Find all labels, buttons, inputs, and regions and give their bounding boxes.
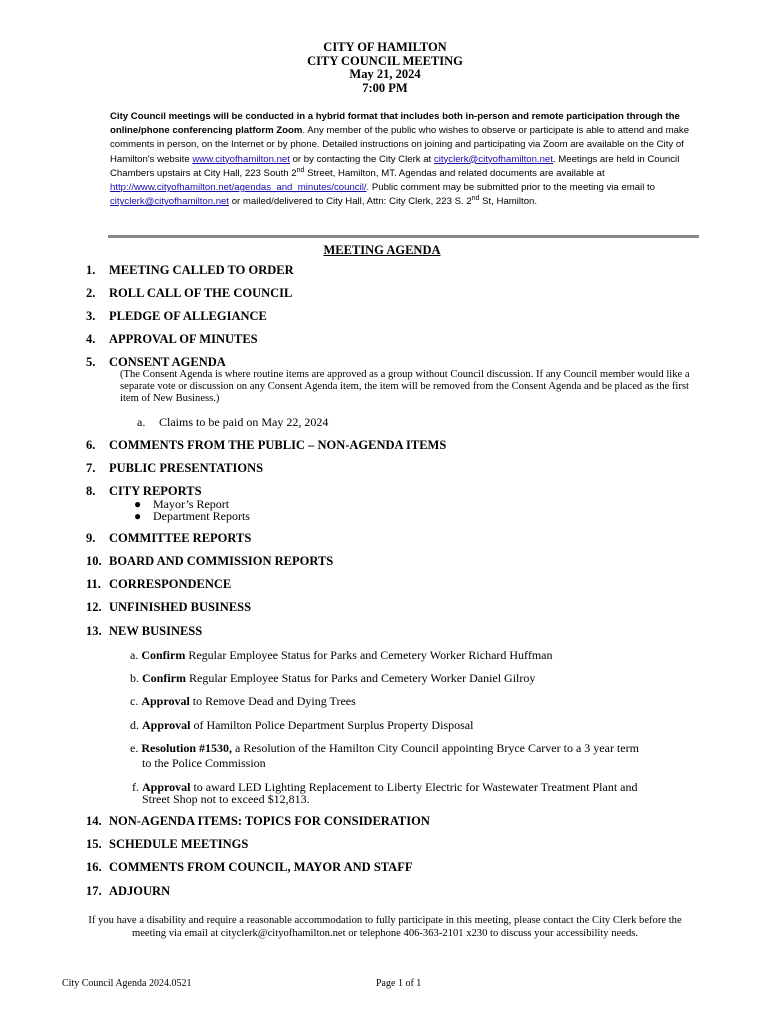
clerk-email-link[interactable]: cityclerk@cityofhamilton.net <box>433 153 553 165</box>
clerk-email-link-2[interactable]: cityclerk@cityofhamilton.net <box>110 196 230 208</box>
item-number: 7. <box>86 461 96 475</box>
footer-page-number: Page 1 of 1 <box>376 978 422 989</box>
bullet-icon: ● <box>134 497 142 511</box>
item-number: 8. <box>86 484 96 498</box>
sub-letter: a. <box>130 648 139 662</box>
sub-action: Approval <box>142 718 191 732</box>
superscript: nd <box>296 166 305 174</box>
sub-letter: f. <box>132 780 139 794</box>
item-number: 14. <box>86 814 102 828</box>
agenda-item <box>86 860 412 875</box>
new-business-item <box>130 648 553 663</box>
item-label: BOARD AND COMMISSION REPORTS <box>109 554 334 568</box>
new-business-item <box>130 718 473 733</box>
sub-letter: a. <box>137 415 146 429</box>
bullet-item <box>134 510 250 522</box>
item-number: 3. <box>86 309 96 323</box>
intro-text: Street, Hamilton, MT. Agendas and related documents are available at <box>304 167 605 179</box>
bullet-text: Mayor’s Report <box>153 497 230 511</box>
item-number: 15. <box>86 837 102 851</box>
item-label: COMMENTS FROM COUNCIL, MAYOR AND STAFF <box>109 860 413 874</box>
item-label: MEETING CALLED TO ORDER <box>109 263 294 277</box>
header-meeting: CITY COUNCIL MEETING <box>307 53 463 68</box>
sub-text: to award LED Lighting Replacement to Liberty Electric for Wastewater Treatment Plant and <box>190 780 638 794</box>
sub-action: Confirm <box>141 648 186 662</box>
intro-text: . Meetings are held in Council Chambers upstairs at City Hall, 223 South 2 <box>110 153 680 179</box>
document-header <box>0 41 770 95</box>
header-time: 7:00 PM <box>362 80 408 95</box>
agenda-item <box>86 309 267 324</box>
item-number: 2. <box>86 286 96 300</box>
item-label: PLEDGE OF ALLEGIANCE <box>109 309 267 323</box>
intro-text: or mailed/delivered to City Hall, Attn: City Clerk, 223 S. 2 <box>229 196 472 208</box>
intro-text: . Any member of the public who wishes to observe or participate is able to attend and make comments in person, on the Internet or by phone. Detailed instructions on joining and participating via Zoom are available on the City of Hamilton's website <box>110 125 690 165</box>
agenda-item <box>86 263 294 278</box>
agenda-item <box>86 814 430 829</box>
sub-letter: c. <box>130 694 139 708</box>
footer-doc-id: City Council Agenda 2024.0521 <box>62 978 192 989</box>
item-number: 11. <box>86 577 101 591</box>
new-business-item-continued: to the Police Commission <box>142 756 266 770</box>
agenda-item <box>86 577 231 592</box>
superscript: nd <box>471 195 480 203</box>
item-label: CORRESPONDENCE <box>109 577 232 591</box>
item-label: SCHEDULE MEETINGS <box>109 837 249 851</box>
item-number: 10. <box>86 554 102 568</box>
sub-letter: d. <box>130 718 139 732</box>
new-business-item <box>130 741 639 756</box>
new-business-item <box>130 671 535 686</box>
sub-action: Confirm <box>142 671 186 685</box>
sub-letter: e. <box>130 741 139 755</box>
bullet-text: Department Reports <box>153 509 250 523</box>
agenda-item <box>86 624 202 639</box>
agenda-item <box>86 332 258 347</box>
sub-letter: b. <box>130 671 139 685</box>
agenda-item <box>86 531 251 546</box>
item-number: 16. <box>86 860 102 874</box>
accessibility-notice: If you have a disability and require a reasonable accommodation to fully participate in this meeting, please contact the City Clerk before the meeting via email at cityclerk@cityofhamilton.net or telephone 406-363-2101 x230 to discuss your accessibility needs. <box>88 915 682 939</box>
item-number: 5. <box>86 355 96 369</box>
intro-text: . Public comment may be submitted prior to the meeting via email to <box>366 182 655 194</box>
item-label: ROLL CALL OF THE COUNCIL <box>109 286 293 300</box>
header-org: CITY OF HAMILTON <box>323 40 447 54</box>
item-label: COMMENTS FROM THE PUBLIC – NON-AGENDA ITEMS <box>109 438 447 452</box>
agenda-item <box>86 355 226 370</box>
header-date: May 21, 2024 <box>349 67 421 81</box>
item-label: NON-AGENDA ITEMS: TOPICS FOR CONSIDERATION <box>109 814 430 828</box>
intro-text: or by contacting the City Clerk at <box>289 153 434 165</box>
item-label: UNFINISHED BUSINESS <box>109 600 252 614</box>
sub-action: Approval <box>141 694 190 708</box>
agenda-item <box>86 461 263 476</box>
item-label: APPROVAL OF MINUTES <box>109 332 258 346</box>
item-number: 9. <box>86 531 96 545</box>
item-label: CITY REPORTS <box>109 484 202 498</box>
bullet-icon: ● <box>134 509 142 523</box>
item-number: 4. <box>86 332 96 346</box>
sub-text: Regular Employee Status for Parks and Cemetery Worker Daniel Gilroy <box>186 671 536 685</box>
item-label: CONSENT AGENDA <box>109 355 226 369</box>
consent-sub-item <box>137 415 328 430</box>
intro-lead: City Council meetings will be conducted in a hybrid format that includes both in-person and remote participation through the online/phone conferencing platform Zoom <box>110 111 680 137</box>
item-label: ADJOURN <box>109 884 171 898</box>
agenda-item <box>86 600 251 615</box>
sub-text: Regular Employee Status for Parks and Cemetery Worker Richard Huffman <box>185 648 553 662</box>
agenda-item <box>86 884 170 899</box>
sub-text: Claims to be paid on May 22, 2024 <box>159 415 329 429</box>
agenda-item <box>86 438 446 453</box>
agenda-item <box>86 286 292 301</box>
item-label: NEW BUSINESS <box>109 624 203 638</box>
divider <box>108 235 699 238</box>
item-number: 12. <box>86 600 102 614</box>
item-number: 13. <box>86 624 102 638</box>
item-number: 1. <box>86 263 96 277</box>
item-label: COMMITTEE REPORTS <box>109 531 252 545</box>
agenda-item <box>86 837 248 852</box>
agenda-title: MEETING AGENDA <box>323 243 441 257</box>
item-number: 17. <box>86 884 102 898</box>
new-business-item-continued: Street Shop not to exceed $12,813. <box>142 792 310 806</box>
sub-action: Resolution #1530, <box>141 741 233 755</box>
sub-action: Approval <box>142 780 191 794</box>
item-number: 6. <box>86 438 96 452</box>
sub-text: a Resolution of the Hamilton City Council appointing Bryce Carver to a 3 year term <box>232 741 639 755</box>
new-business-item <box>130 694 356 709</box>
item-label: PUBLIC PRESENTATIONS <box>109 461 264 475</box>
website-link[interactable]: www.cityofhamilton.net <box>192 153 290 165</box>
agendas-link[interactable]: http://www.cityofhamilton.net/agendas_and_minutes/council/ <box>110 182 367 194</box>
intro-text: St, Hamilton. <box>479 196 538 208</box>
agenda-item <box>86 554 333 569</box>
consent-note: (The Consent Agenda is where routine items are approved as a group without Council discussion. If any Council member would like a separate vote or discussion on any Consent Agenda item, the item will be removed from the Consent Agenda and be placed as the first item of New Business.) <box>120 369 690 404</box>
sub-text: to Remove Dead and Dying Trees <box>189 694 356 708</box>
intro-paragraph <box>110 110 702 209</box>
sub-text: of Hamilton Police Department Surplus Property Disposal <box>190 718 474 732</box>
